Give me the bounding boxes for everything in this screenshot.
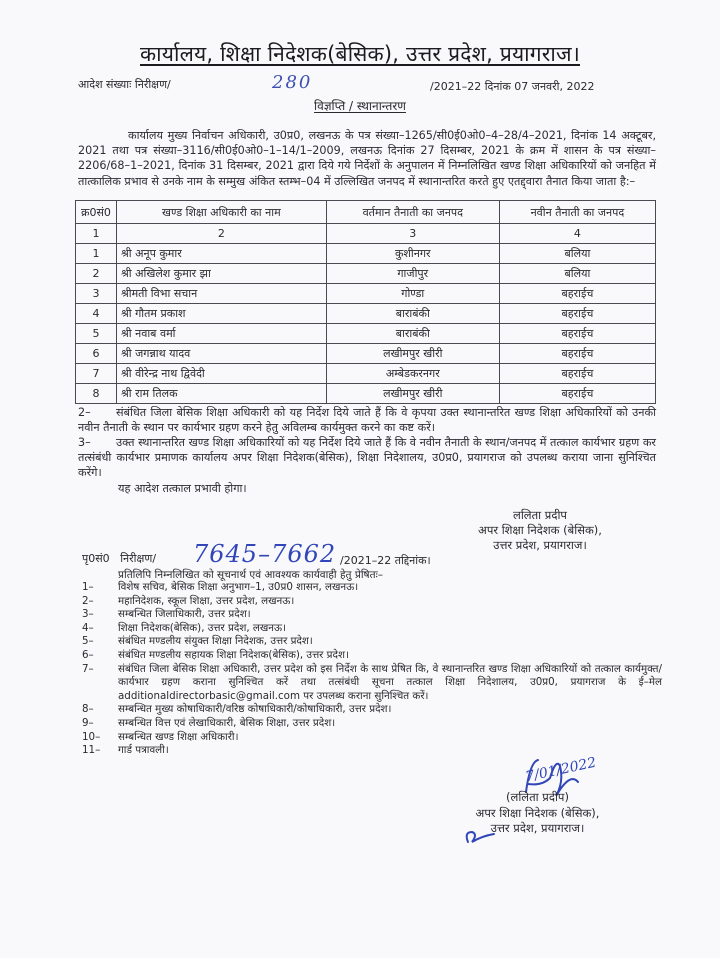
cell-officer-name: श्री नवाब वर्मा <box>116 324 326 344</box>
table-row <box>76 364 656 384</box>
endorsement-date: /2021–22 तद्दिनांक। <box>340 554 431 567</box>
subject-heading: विज्ञप्ति / स्थानान्तरण <box>314 99 406 113</box>
cell-serial-no: 7 <box>76 364 117 384</box>
cell-new-district: बलिया <box>499 244 655 264</box>
cell-officer-name: श्री अनूप कुमार <box>116 244 326 264</box>
paragraph-text: संबंधित जिला बेसिक शिक्षा अधिकारी को यह निर्देश दिये जाते हैं कि वे कृपया उक्त स्थानान्तरित खण्ड शिक्षा अधिकारियों को उनकी नवीन तैनाती के स्थान पर कार्यभार ग्रहण करने हेतु अविलम्ब कार्यमुक्त करने का कष्ट करें। <box>78 406 656 435</box>
paragraph-number: 3– <box>78 436 91 449</box>
header-new-district: नवीन तैनाती का जनपद <box>499 201 655 224</box>
cell-new-district: बहराईच <box>499 364 655 384</box>
endorsement-number-handwritten: 7645–7662 <box>193 540 337 568</box>
table-row <box>76 384 656 404</box>
copy-recipient-list <box>82 581 662 758</box>
cell-new-district: बलिया <box>499 264 655 284</box>
cell-serial-no: 4 <box>76 304 117 324</box>
cell-current-district: कुशीनगर <box>326 244 499 264</box>
cell-officer-name: श्री अखिलेश कुमार झा <box>116 264 326 284</box>
copy-intro: प्रतिलिपि निम्नलिखित को सूचनार्थ एवं आवश्यक कार्यवाही हेतु प्रेषितः– <box>118 569 383 581</box>
column-number: 2 <box>116 224 326 244</box>
list-item: 11– गार्ड पत्रावली। <box>82 744 169 757</box>
list-item: 6– संबंधित मण्डलीय सहायक शिक्षा निदेशक(बेसिक), उत्तर प्रदेश। <box>82 648 349 661</box>
list-item: 2– महानिदेशक, स्कूल शिक्षा, उत्तर प्रदेश, लखनऊ। <box>82 594 295 607</box>
cell-new-district: बहराईच <box>499 304 655 324</box>
table-header-row <box>76 201 656 224</box>
signatory-location: उत्तर प्रदेश, प्रयागराज। <box>490 821 585 835</box>
cell-serial-no: 6 <box>76 344 117 364</box>
column-number: 1 <box>76 224 117 244</box>
cell-serial-no: 3 <box>76 284 117 304</box>
table-row <box>76 244 656 264</box>
cell-serial-no: 2 <box>76 264 117 284</box>
list-item: 7– संबंधित जिला बेसिक शिक्षा अधिकारी, उत्तर प्रदेश को इस निर्देश के साथ प्रेषित कि, वे स्थानान्तरित खण्ड शिक्षा अधिकारियों को तत्काल कार्यमुक्त/कार्यभार ग्रहण कराना सुनिश्चित करें तथा तत्संबंधी सूचना तत्काल शिक्षा निदेशालय, उ0प्र0, प्रयागराज के ई–मेल additionaldirectorbasic@gmail.com पर उपलब्ध कराना सुनिश्चित करें। <box>82 662 662 702</box>
cell-officer-name: श्री जगन्नाथ यादव <box>116 344 326 364</box>
cell-officer-name: श्री वीरेन्द्र नाथ द्विवेदी <box>116 364 326 384</box>
list-item: 9– सम्बन्धित वित्त एवं लेखाधिकारी, बेसिक शिक्षा, उत्तर प्रदेश। <box>82 716 336 729</box>
table-row <box>76 264 656 284</box>
signatory-designation: अपर शिक्षा निदेशक (बेसिक), <box>475 805 600 820</box>
cell-current-district: गोण्डा <box>326 284 499 304</box>
order-number-prefix: आदेश संख्याः निरीक्षण/ <box>78 78 171 91</box>
signatory-name: ललिता प्रदीप <box>513 508 567 522</box>
transfer-table <box>75 200 656 404</box>
paragraph-2 <box>78 405 656 435</box>
list-item: 5– संबंधित मण्डलीय संयुक्त शिक्षा निदेशक, उत्तर प्रदेश। <box>82 635 313 648</box>
header-officer-name: खण्ड शिक्षा अधिकारी का नाम <box>116 201 326 224</box>
paragraph-text: उक्त स्थानान्तरित खण्ड शिक्षा अधिकारियों को यह निर्देश दिये जाते हैं कि वे नवीन तैनाती के स्थान/जनपद में तत्काल कार्यभार ग्रहण कर तत्संबंधी कार्यभार प्रमाणक कार्यालय अपर शिक्षा निदेशक(बेसिक), शिक्षा निदेशालय, उ0प्र0, प्रयागराज को उपलब्ध कराया जाना सुनिश्चित करेंगे। <box>78 436 656 480</box>
office-title: कार्यालय, शिक्षा निदेशक(बेसिक), उत्तर प्रदेश, प्रयागराज। <box>140 42 580 66</box>
list-item: 3– सम्बन्धित जिलाधिकारी, उत्तर प्रदेश। <box>82 608 251 621</box>
signatory-designation: अपर शिक्षा निदेशक (बेसिक), <box>478 523 602 537</box>
cell-officer-name: श्री गौतम प्रकाश <box>116 304 326 324</box>
list-item: 4– शिक्षा निदेशक(बेसिक), उत्तर प्रदेश, लखनऊ। <box>82 621 286 634</box>
cell-new-district: बहराईच <box>499 324 655 344</box>
handwritten-date: 7/01/2022 <box>524 754 598 786</box>
list-item: 10– सम्बन्धित खण्ड शिक्षा अधिकारी। <box>82 730 239 743</box>
column-number: 3 <box>326 224 499 244</box>
signature-block-1 <box>465 508 615 553</box>
cell-new-district: बहराईच <box>499 284 655 304</box>
paragraph-3 <box>78 435 656 481</box>
list-item: 1– विशेष सचिव, बेसिक शिक्षा अनुभाग–1, उ0प्र0 शासन, लखनऊ। <box>82 581 359 593</box>
paragraph-number: 2– <box>78 406 91 419</box>
cell-serial-no: 1 <box>76 244 117 264</box>
cell-current-district: गाजीपुर <box>326 264 499 284</box>
initial-mark-icon <box>462 820 502 850</box>
cell-serial-no: 5 <box>76 324 117 344</box>
header-current-district: वर्तमान तैनाती का जनपद <box>326 201 499 224</box>
list-item: 8– सम्बन्धित मुख्य कोषाधिकारी/वरिष्ठ कोषाधिकारी/कोषाधिकारी, उत्तर प्रदेश। <box>82 703 392 716</box>
cell-current-district: बाराबंकी <box>326 304 499 324</box>
cell-officer-name: श्रीमती विभा सचान <box>116 284 326 304</box>
cell-new-district: बहराईच <box>499 344 655 364</box>
column-number: 4 <box>499 224 655 244</box>
table-row <box>76 284 656 304</box>
cell-new-district: बहराईच <box>499 384 655 404</box>
order-number-handwritten: 280 <box>272 72 313 93</box>
signatory-location: उत्तर प्रदेश, प्रयागराज। <box>493 538 587 552</box>
cell-current-district: लखीमपुर खीरी <box>326 384 499 404</box>
signatory-name: (ललिता प्रदीप) <box>506 790 569 804</box>
table-row <box>76 304 656 324</box>
paragraph-4: यह आदेश तत्काल प्रभावी होगा। <box>118 482 247 495</box>
cell-serial-no: 8 <box>76 384 117 404</box>
order-date: /2021–22 दिनांक 07 जनवरी, 2022 <box>430 80 595 93</box>
header-serial-no: क्र0सं0 <box>76 201 117 224</box>
endorsement-prefix: पृ0सं0 निरीक्षण/ <box>82 552 157 565</box>
cell-current-district: अम्बेडकरनगर <box>326 364 499 384</box>
cell-current-district: लखीमपुर खीरी <box>326 344 499 364</box>
cell-current-district: बाराबंकी <box>326 324 499 344</box>
cell-officer-name: श्री राम तिलक <box>116 384 326 404</box>
table-row <box>76 344 656 364</box>
paragraph-1: कार्यालय मुख्य निर्वाचन अधिकारी, उ0प्र0, लखनऊ के पत्र संख्या–1265/सी0ई0ओ0–4–28/4–2021, दिनांक 14 अक्टूबर, 2021 तथा पत्र संख्या–3116/सी0ई0ओ0–1–14/1–2009, लखनऊ दिनांक 27 दिसम्बर, 2021 के क्रम में शासन के पत्र संख्या–2206/68–1–2021, दिनांक 31 दिसम्बर, 2021 द्वारा दिये गये निर्देशों के अनुपालन में निम्नलिखित खण्ड शिक्षा अधिकारियों को जनहित में तात्कालिक प्रभाव से उनके नाम के सम्मुख अंकित स्तम्भ–04 में उल्लिखित जनपद में स्थानान्तरित करते हुए एतद्द्वारा तैनात किया जाता है:– <box>78 129 656 188</box>
table-column-number-row <box>76 224 656 244</box>
table-row <box>76 324 656 344</box>
